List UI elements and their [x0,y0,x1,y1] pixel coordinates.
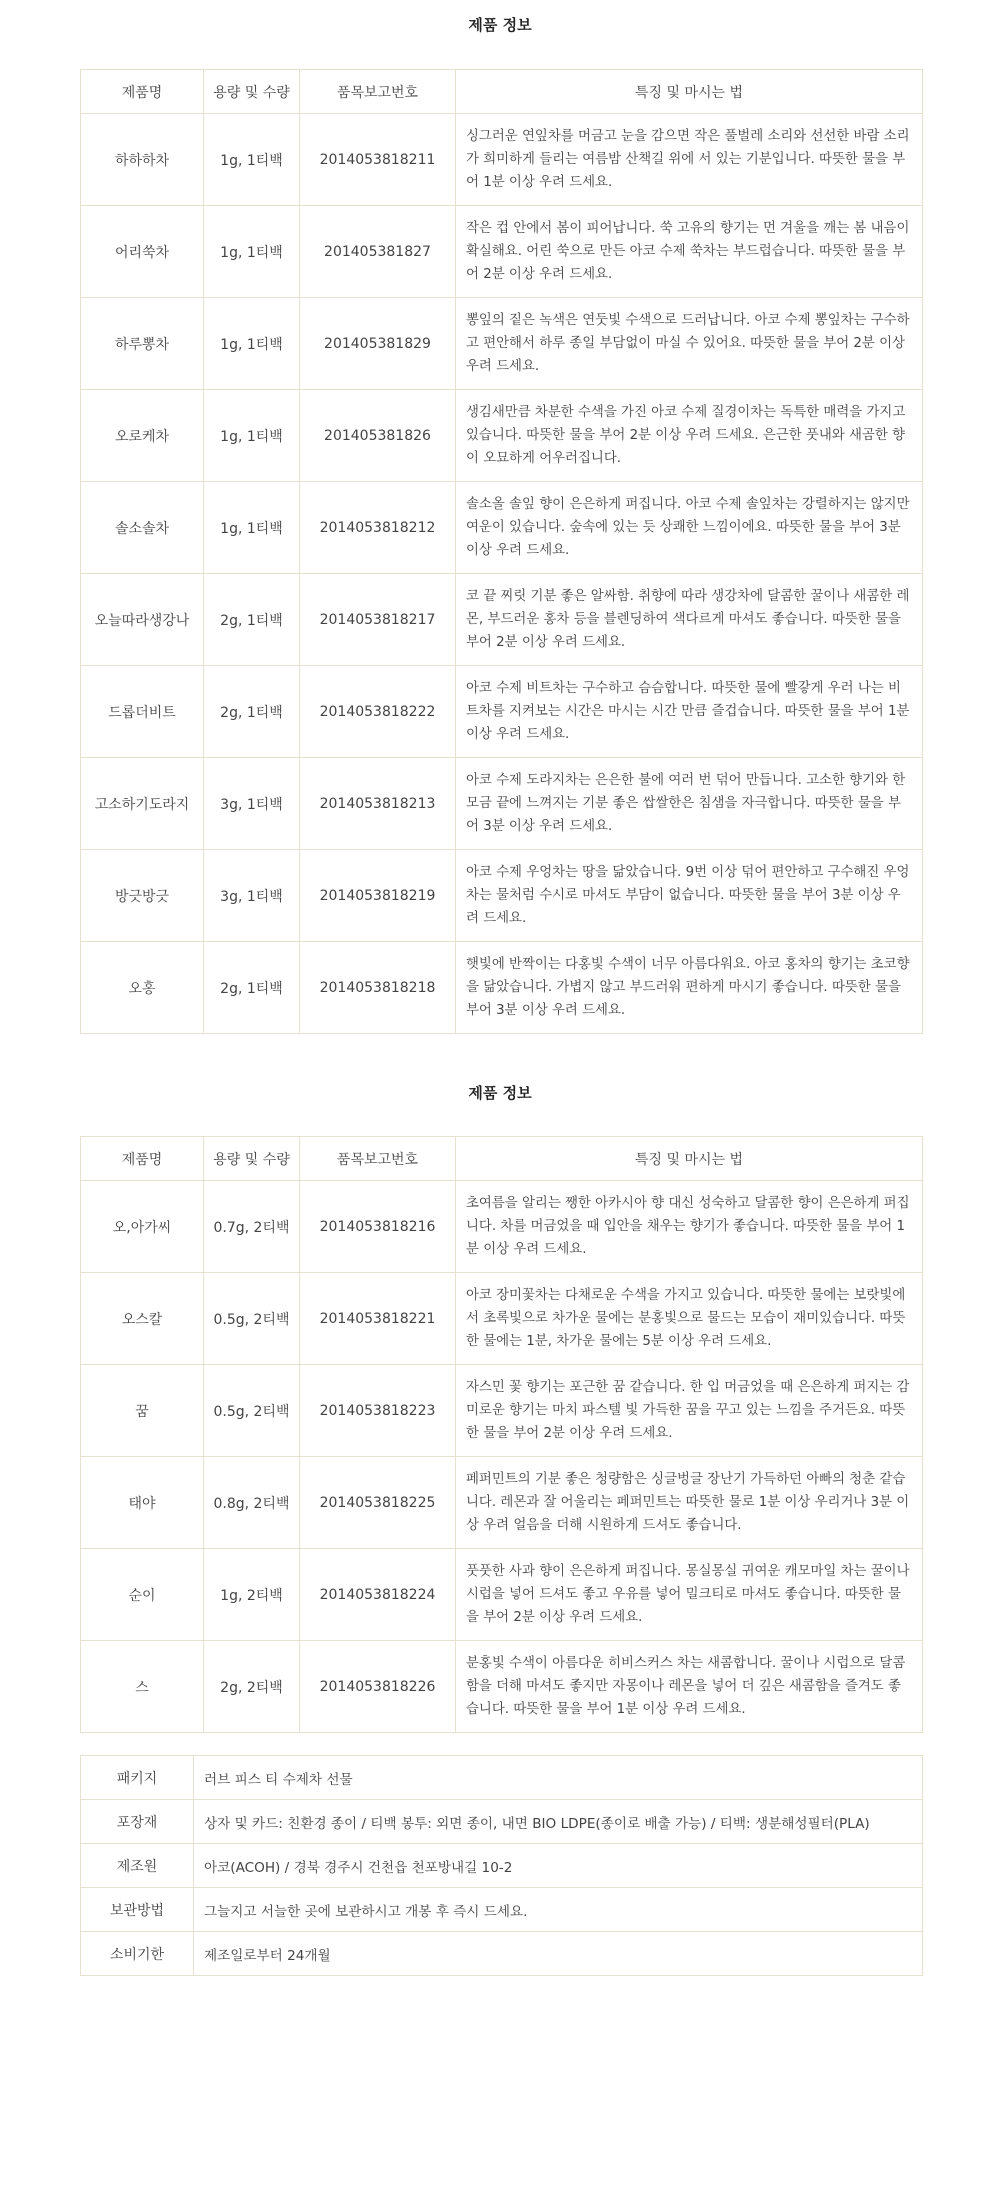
header-quantity: 용량 및 수량 [204,1137,300,1181]
header-product-name: 제품명 [81,1137,204,1181]
product-name: 어리쑥차 [81,206,204,298]
product-quantity: 0.5g, 2티백 [204,1365,300,1457]
header-description: 특징 및 마시는 법 [456,1137,923,1181]
product-quantity: 2g, 2티백 [204,1641,300,1733]
report-number: 2014053818216 [300,1181,456,1273]
product-quantity: 2g, 1티백 [204,666,300,758]
product-name: 솔소솔차 [81,482,204,574]
product-quantity: 3g, 1티백 [204,758,300,850]
product-quantity: 1g, 1티백 [204,298,300,390]
product-name: 방긋방긋 [81,850,204,942]
product-quantity: 2g, 1티백 [204,574,300,666]
report-number: 2014053818212 [300,482,456,574]
product-description: 분홍빛 수색이 아름다운 히비스커스 차는 새콤합니다. 꿀이나 시럽으로 달콤함을 더해 마셔도 좋지만 자몽이나 레몬을 넣어 더 깊은 새콤함을 즐겨도 좋습니다. 따뜻한 물을 부어 1분 이상 우려 드세요. [456,1641,923,1733]
expiry-label: 소비기한 [81,1932,194,1976]
product-name: 드롭더비트 [81,666,204,758]
table-row [81,1365,923,1457]
product-name: 꿈 [81,1365,204,1457]
product-description: 자스민 꽃 향기는 포근한 꿈 같습니다. 한 입 머금었을 때 은은하게 퍼지는 감미로운 향기는 마치 파스텔 빛 가득한 꿈을 꾸고 있는 느낌을 주거든요. 따뜻한 물을 부어 2분 이상 우려 드세요. [456,1365,923,1457]
table-row [81,1932,923,1976]
product-info-table-2 [80,1136,923,1733]
product-description: 풋풋한 사과 향이 은은하게 퍼집니다. 몽실몽실 귀여운 캐모마일 차는 꿀이나 시럽을 넣어 드셔도 좋고 우유를 넣어 밀크티로 마셔도 좋습니다. 따뜻한 물을 부어 2분 이상 우려 드세요. [456,1549,923,1641]
product-quantity: 0.5g, 2티백 [204,1273,300,1365]
table-row [81,1273,923,1365]
header-quantity: 용량 및 수량 [204,70,300,114]
header-report-number: 품목보고번호 [300,70,456,114]
storage-label: 보관방법 [81,1888,194,1932]
product-description: 햇빛에 반짝이는 다홍빛 수색이 너무 아름다워요. 아코 홍차의 향기는 초코향을 닮았습니다. 가볍지 않고 부드러워 편하게 마시기 좋습니다. 따뜻한 물을 부어 3분 이상 우려 드세요. [456,942,923,1034]
product-info-table-1 [80,69,923,1034]
product-quantity: 0.7g, 2티백 [204,1181,300,1273]
product-name: 하하하차 [81,114,204,206]
packaging-material-label: 포장재 [81,1800,194,1844]
header-report-number: 품목보고번호 [300,1137,456,1181]
table-row [81,206,923,298]
product-description: 코 끝 찌릿 기분 좋은 알싸함. 취향에 따라 생강차에 달콤한 꿀이나 새콤한 레몬, 부드러운 홍차 등을 블렌딩하여 색다르게 마셔도 좋습니다. 따뜻한 물을 부어 2분 이상 우려 드세요. [456,574,923,666]
section-title-2: 제품 정보 [468,1084,532,1102]
product-description: 싱그러운 연잎차를 머금고 눈을 감으면 작은 풀벌레 소리와 선선한 바람 소리가 희미하게 들리는 여름밤 산책길 위에 서 있는 기분입니다. 따뜻한 물을 부어 1분 이상 우려 드세요. [456,114,923,206]
product-name: 하루뽕차 [81,298,204,390]
product-description: 아코 장미꽃차는 다채로운 수색을 가지고 있습니다. 따뜻한 물에는 보랏빛에서 초록빛으로 차가운 물에는 분홍빛으로 물드는 모습이 재미있습니다. 따뜻한 물에는 1분, 차가운 물에는 5분 이상 우려 드세요. [456,1273,923,1365]
product-description: 솔소올 솔잎 향이 은은하게 퍼집니다. 아코 수제 솔잎차는 강렬하지는 않지만 여운이 있습니다. 숲속에 있는 듯 상쾌한 느낌이에요. 따뜻한 물을 부어 3분 이상 우려 드세요. [456,482,923,574]
report-number: 201405381829 [300,298,456,390]
product-quantity: 1g, 1티백 [204,114,300,206]
table-row [81,1549,923,1641]
table-row [81,850,923,942]
header-product-name: 제품명 [81,70,204,114]
table-row [81,574,923,666]
product-description: 페퍼민트의 기분 좋은 청량함은 싱글벙글 장난기 가득하던 아빠의 청춘 같습니다. 레몬과 잘 어울리는 페퍼민트는 따뜻한 물로 1분 이상 우리거나 3분 이상 우려 얼음을 더해 시원하게 드셔도 좋습니다. [456,1457,923,1549]
table-row [81,1756,923,1800]
product-description: 아코 수제 도라지차는 은은한 불에 여러 번 덖어 만듭니다. 고소한 향기와 한 모금 끝에 느껴지는 기분 좋은 쌉쌀한은 침샘을 자극합니다. 따뜻한 물을 부어 3분 이상 우려 드세요. [456,758,923,850]
product-description: 아코 수제 비트차는 구수하고 슴슴합니다. 따뜻한 물에 빨갛게 우러 나는 비트차를 지켜보는 시간은 마시는 시간 만큼 즐겁습니다. 따뜻한 물을 부어 1분 이상 우려 드세요. [456,666,923,758]
product-quantity: 1g, 2티백 [204,1549,300,1641]
product-description: 뽕잎의 짙은 녹색은 연둣빛 수색으로 드러납니다. 아코 수제 뽕잎차는 구수하고 편안해서 하루 종일 부담없이 마실 수 있어요. 따뜻한 물을 부어 2분 이상 우려 드세요. [456,298,923,390]
product-name: 스 [81,1641,204,1733]
table-row [81,1888,923,1932]
manufacturer-label: 제조원 [81,1844,194,1888]
report-number: 2014053818213 [300,758,456,850]
product-quantity: 1g, 1티백 [204,482,300,574]
report-number: 2014053818222 [300,666,456,758]
product-name: 오홍 [81,942,204,1034]
header-description: 특징 및 마시는 법 [456,70,923,114]
packaging-material-value: 상자 및 카드: 친환경 종이 / 티백 봉투: 외면 종이, 내면 BIO LDPE(종이로 배출 가능) / 티백: 생분해성필터(PLA) [194,1800,923,1844]
package-value: 러브 피스 티 수제차 선물 [194,1756,923,1800]
table-row [81,666,923,758]
table-row [81,482,923,574]
report-number: 2014053818223 [300,1365,456,1457]
report-number: 2014053818219 [300,850,456,942]
table-row [81,942,923,1034]
product-description: 초여름을 알리는 쨍한 아카시아 향 대신 성숙하고 달콤한 향이 은은하게 퍼집니다. 차를 머금었을 때 입안을 채우는 향기가 좋습니다. 따뜻한 물을 부어 1분 이상 우려 드세요. [456,1181,923,1273]
report-number: 2014053818218 [300,942,456,1034]
table-row [81,1800,923,1844]
table-row [81,1457,923,1549]
table-header-row [81,70,923,114]
report-number: 2014053818226 [300,1641,456,1733]
product-name: 순이 [81,1549,204,1641]
product-description: 작은 컵 안에서 봄이 피어납니다. 쑥 고유의 향기는 먼 겨울을 깨는 봄 내음이 확실해요. 어린 쑥으로 만든 아코 수제 쑥차는 부드럽습니다. 따뜻한 물을 부어 2분 이상 우려 드세요. [456,206,923,298]
expiry-value: 제조일로부터 24개월 [194,1932,923,1976]
product-quantity: 2g, 1티백 [204,942,300,1034]
storage-value: 그늘지고 서늘한 곳에 보관하시고 개봉 후 즉시 드세요. [194,1888,923,1932]
product-quantity: 3g, 1티백 [204,850,300,942]
product-description: 생김새만큼 차분한 수색을 가진 아코 수제 질경이차는 독특한 매력을 가지고 있습니다. 따뜻한 물을 부어 2분 이상 우려 드세요. 은근한 풋내와 새곰한 향이 오묘하게 어우러집니다. [456,390,923,482]
product-quantity: 0.8g, 2티백 [204,1457,300,1549]
table-row [81,114,923,206]
product-description: 아코 수제 우엉차는 땅을 닮았습니다. 9번 이상 덖어 편안하고 구수해진 우엉차는 물처럼 수시로 마셔도 부담이 없습니다. 따뜻한 물을 부어 3분 이상 우려 드세요. [456,850,923,942]
report-number: 201405381826 [300,390,456,482]
table-header-row [81,1137,923,1181]
product-quantity: 1g, 1티백 [204,206,300,298]
table-row [81,390,923,482]
table-row [81,298,923,390]
product-name: 고소하기도라지 [81,758,204,850]
report-number: 2014053818224 [300,1549,456,1641]
report-number: 2014053818221 [300,1273,456,1365]
package-info-table [80,1755,923,1976]
report-number: 2014053818211 [300,114,456,206]
report-number: 2014053818225 [300,1457,456,1549]
product-quantity: 1g, 1티백 [204,390,300,482]
product-name: 오늘따라생강나 [81,574,204,666]
section-title-1: 제품 정보 [468,16,532,34]
manufacturer-value: 아코(ACOH) / 경북 경주시 건천읍 천포방내길 10-2 [194,1844,923,1888]
product-name: 오스칼 [81,1273,204,1365]
report-number: 201405381827 [300,206,456,298]
table-row [81,758,923,850]
product-name: 태야 [81,1457,204,1549]
package-label: 패키지 [81,1756,194,1800]
product-name: 오로케차 [81,390,204,482]
table-row [81,1641,923,1733]
product-name: 오,아가씨 [81,1181,204,1273]
table-row [81,1844,923,1888]
table-row [81,1181,923,1273]
report-number: 2014053818217 [300,574,456,666]
